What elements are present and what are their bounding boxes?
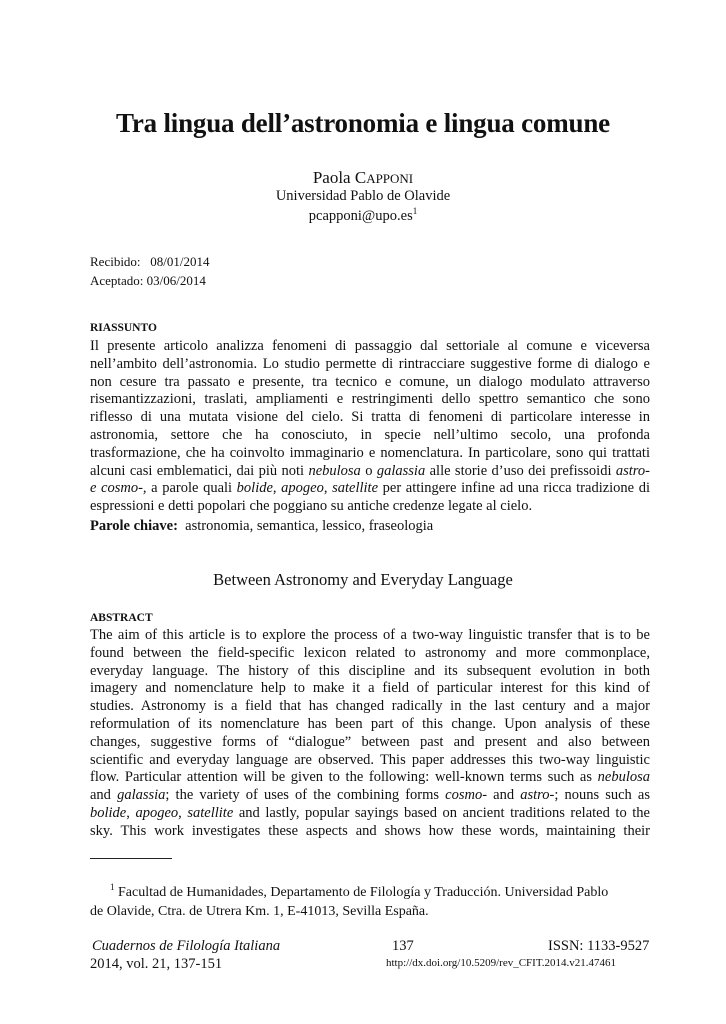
footnote-line: de Olavide, Ctra. de Utrera Km. 1, E-41013, Sevilla España. (90, 904, 429, 919)
text-run: , (272, 480, 282, 497)
abstract-line: found between the field-specific lexicon related to astronomy and more commonplace, (90, 644, 650, 661)
text-run: ; nouns such as (554, 787, 650, 804)
riassunto-line: trasformazione, che ha coinvolto immaginario e nomenclatura. In particolare, sono qui trattati (90, 444, 650, 461)
riassunto-heading: RIASSUNTO (90, 322, 157, 334)
received-date-row (90, 252, 210, 271)
footnote-number: 1 (110, 882, 115, 892)
text-run: , (323, 480, 333, 497)
riassunto-line: riflesso di una mutata visione del cielo. Si tratta di fenomeni di particolare interesse in (90, 409, 650, 426)
footnote (90, 878, 650, 921)
italic-term: cosmo- (445, 787, 488, 804)
riassunto-line: Il presente articolo analizza fenomeni di passaggio dal settoriale al comune e viceversa (90, 338, 650, 354)
article-title: Tra lingua dell’astronomia e lingua comune (116, 108, 610, 138)
page-number: 137 (392, 938, 414, 954)
italic-term: bolide (236, 480, 273, 497)
riassunto-line: espressioni e detti popolari che poggiano su antiche credenze legate al cielo. (90, 498, 533, 515)
footnote-divider (90, 858, 172, 859)
issn: ISSN: 1133-9527 (548, 938, 650, 954)
text-run: flow. Particular attention will be given to the following: well-known terms such as (90, 769, 598, 786)
doi-link[interactable]: http://dx.doi.org/10.5209/rev_CFIT.2014.v21.47461 (386, 957, 616, 969)
text-run: and (487, 787, 521, 804)
italic-term: apogeo (281, 480, 324, 497)
abstract-line: The aim of this article is to explore the process of a two-way linguistic transfer that is to be (90, 627, 650, 643)
author-affiliation: Universidad Pablo de Olavide (275, 188, 451, 204)
abstract-line: changes, suggestive forms of “dialogue” between past and present and also between (90, 733, 650, 750)
italic-term: bolide (90, 804, 127, 821)
submission-dates (90, 252, 210, 290)
italic-term: satellite (332, 480, 379, 497)
accepted-label: Aceptado: (90, 273, 144, 288)
footnote-line (90, 878, 650, 902)
text-run: alcuni casi emblematici, dai più noti (90, 462, 309, 479)
abstract-line (90, 769, 650, 787)
text-run: per attingere infine ad una ricca tradizione di (378, 480, 650, 497)
riassunto-line: nell’ambito dell’astronomia. Lo studio permette di rintracciare suggestive forme di dialogo e (90, 355, 650, 372)
english-title: Between Astronomy and Everyday Language (213, 570, 513, 589)
keywords (90, 518, 433, 535)
author-name-first: Paola C (312, 168, 367, 187)
riassunto-line: risemantizzazioni, traslati, ampliamenti e restringimenti dello spettro semantico che sono (90, 391, 650, 408)
italic-term: nebulosa (308, 462, 361, 479)
abstract-heading: ABSTRACT (90, 612, 153, 624)
abstract-paragraph (90, 627, 650, 841)
text-run: o (360, 462, 377, 479)
author-email (0, 206, 726, 225)
text-run: ; the variety of uses of the combining forms (165, 787, 446, 804)
text-run: a parole quali (146, 480, 237, 497)
abstract-line (90, 805, 650, 823)
author-name (0, 168, 726, 188)
riassunto-paragraph (90, 338, 650, 516)
author-email-address[interactable]: pcapponi@upo.es (308, 208, 413, 224)
riassunto-line: astronomia, settore che ha conosciuto, in specie nell’ultimo secolo, una profonda (90, 426, 650, 443)
riassunto-line (90, 480, 650, 498)
author-name-smallcaps: APPONI (366, 171, 414, 186)
keywords-label: Parole chiave: (90, 518, 178, 534)
italic-term: satellite (187, 804, 234, 821)
footnote-text: Facultad de Humanidades, Departamento de Filología y Traducción. Universidad Pablo (118, 885, 609, 900)
accepted-value: 03/06/2014 (146, 273, 206, 288)
keywords-value: astronomia, semantica, lessico, fraseologia (185, 518, 434, 534)
abstract-line: sky. This work investigates these aspects and shows how these words, maintaining their (90, 822, 650, 839)
italic-term: apogeo (135, 804, 179, 821)
abstract-line (90, 787, 650, 805)
text-run: , (126, 804, 136, 821)
riassunto-line: non cesure tra passato e presente, tra tecnico e comune, un dialogo modulato attraverso (90, 373, 650, 390)
italic-term: nebulosa (597, 769, 650, 786)
footnote-mark: 1 (412, 206, 418, 216)
text-run: , (178, 804, 188, 821)
abstract-line: everyday language. The history of this discipline and its subsequent evolution in both (90, 662, 650, 679)
italic-term: galassia (117, 787, 166, 804)
italic-term: astro- (520, 787, 555, 804)
text-run: alle storie d’uso dei prefissoidi (425, 462, 616, 479)
text-run: and (90, 787, 118, 804)
abstract-line: scientific and everyday language are observed. This paper addresses this two-way linguistic (90, 751, 650, 768)
italic-term: astro- (615, 462, 650, 479)
abstract-line: imagery and nomenclature help to make it a field of particular interest for this kind of (90, 680, 650, 697)
abstract-line: reformulation of its nomenclature has been part of this change. Upon analysis of these (90, 715, 650, 732)
journal-volume: 2014, vol. 21, 137-151 (90, 956, 223, 972)
text-run: and lastly, popular sayings based on ancient traditions related to the (233, 804, 650, 821)
italic-term: e cosmo-, (90, 480, 147, 497)
received-value: 08/01/2014 (150, 254, 210, 269)
received-label: Recibido: (90, 254, 141, 269)
accepted-date-row (90, 271, 210, 290)
journal-name: Cuadernos de Filología Italiana (92, 938, 281, 954)
abstract-line: studies. Astronomy is a field that has changed radically in the last century and a major (90, 698, 650, 715)
riassunto-line (90, 463, 650, 481)
italic-term: galassia (376, 462, 426, 479)
